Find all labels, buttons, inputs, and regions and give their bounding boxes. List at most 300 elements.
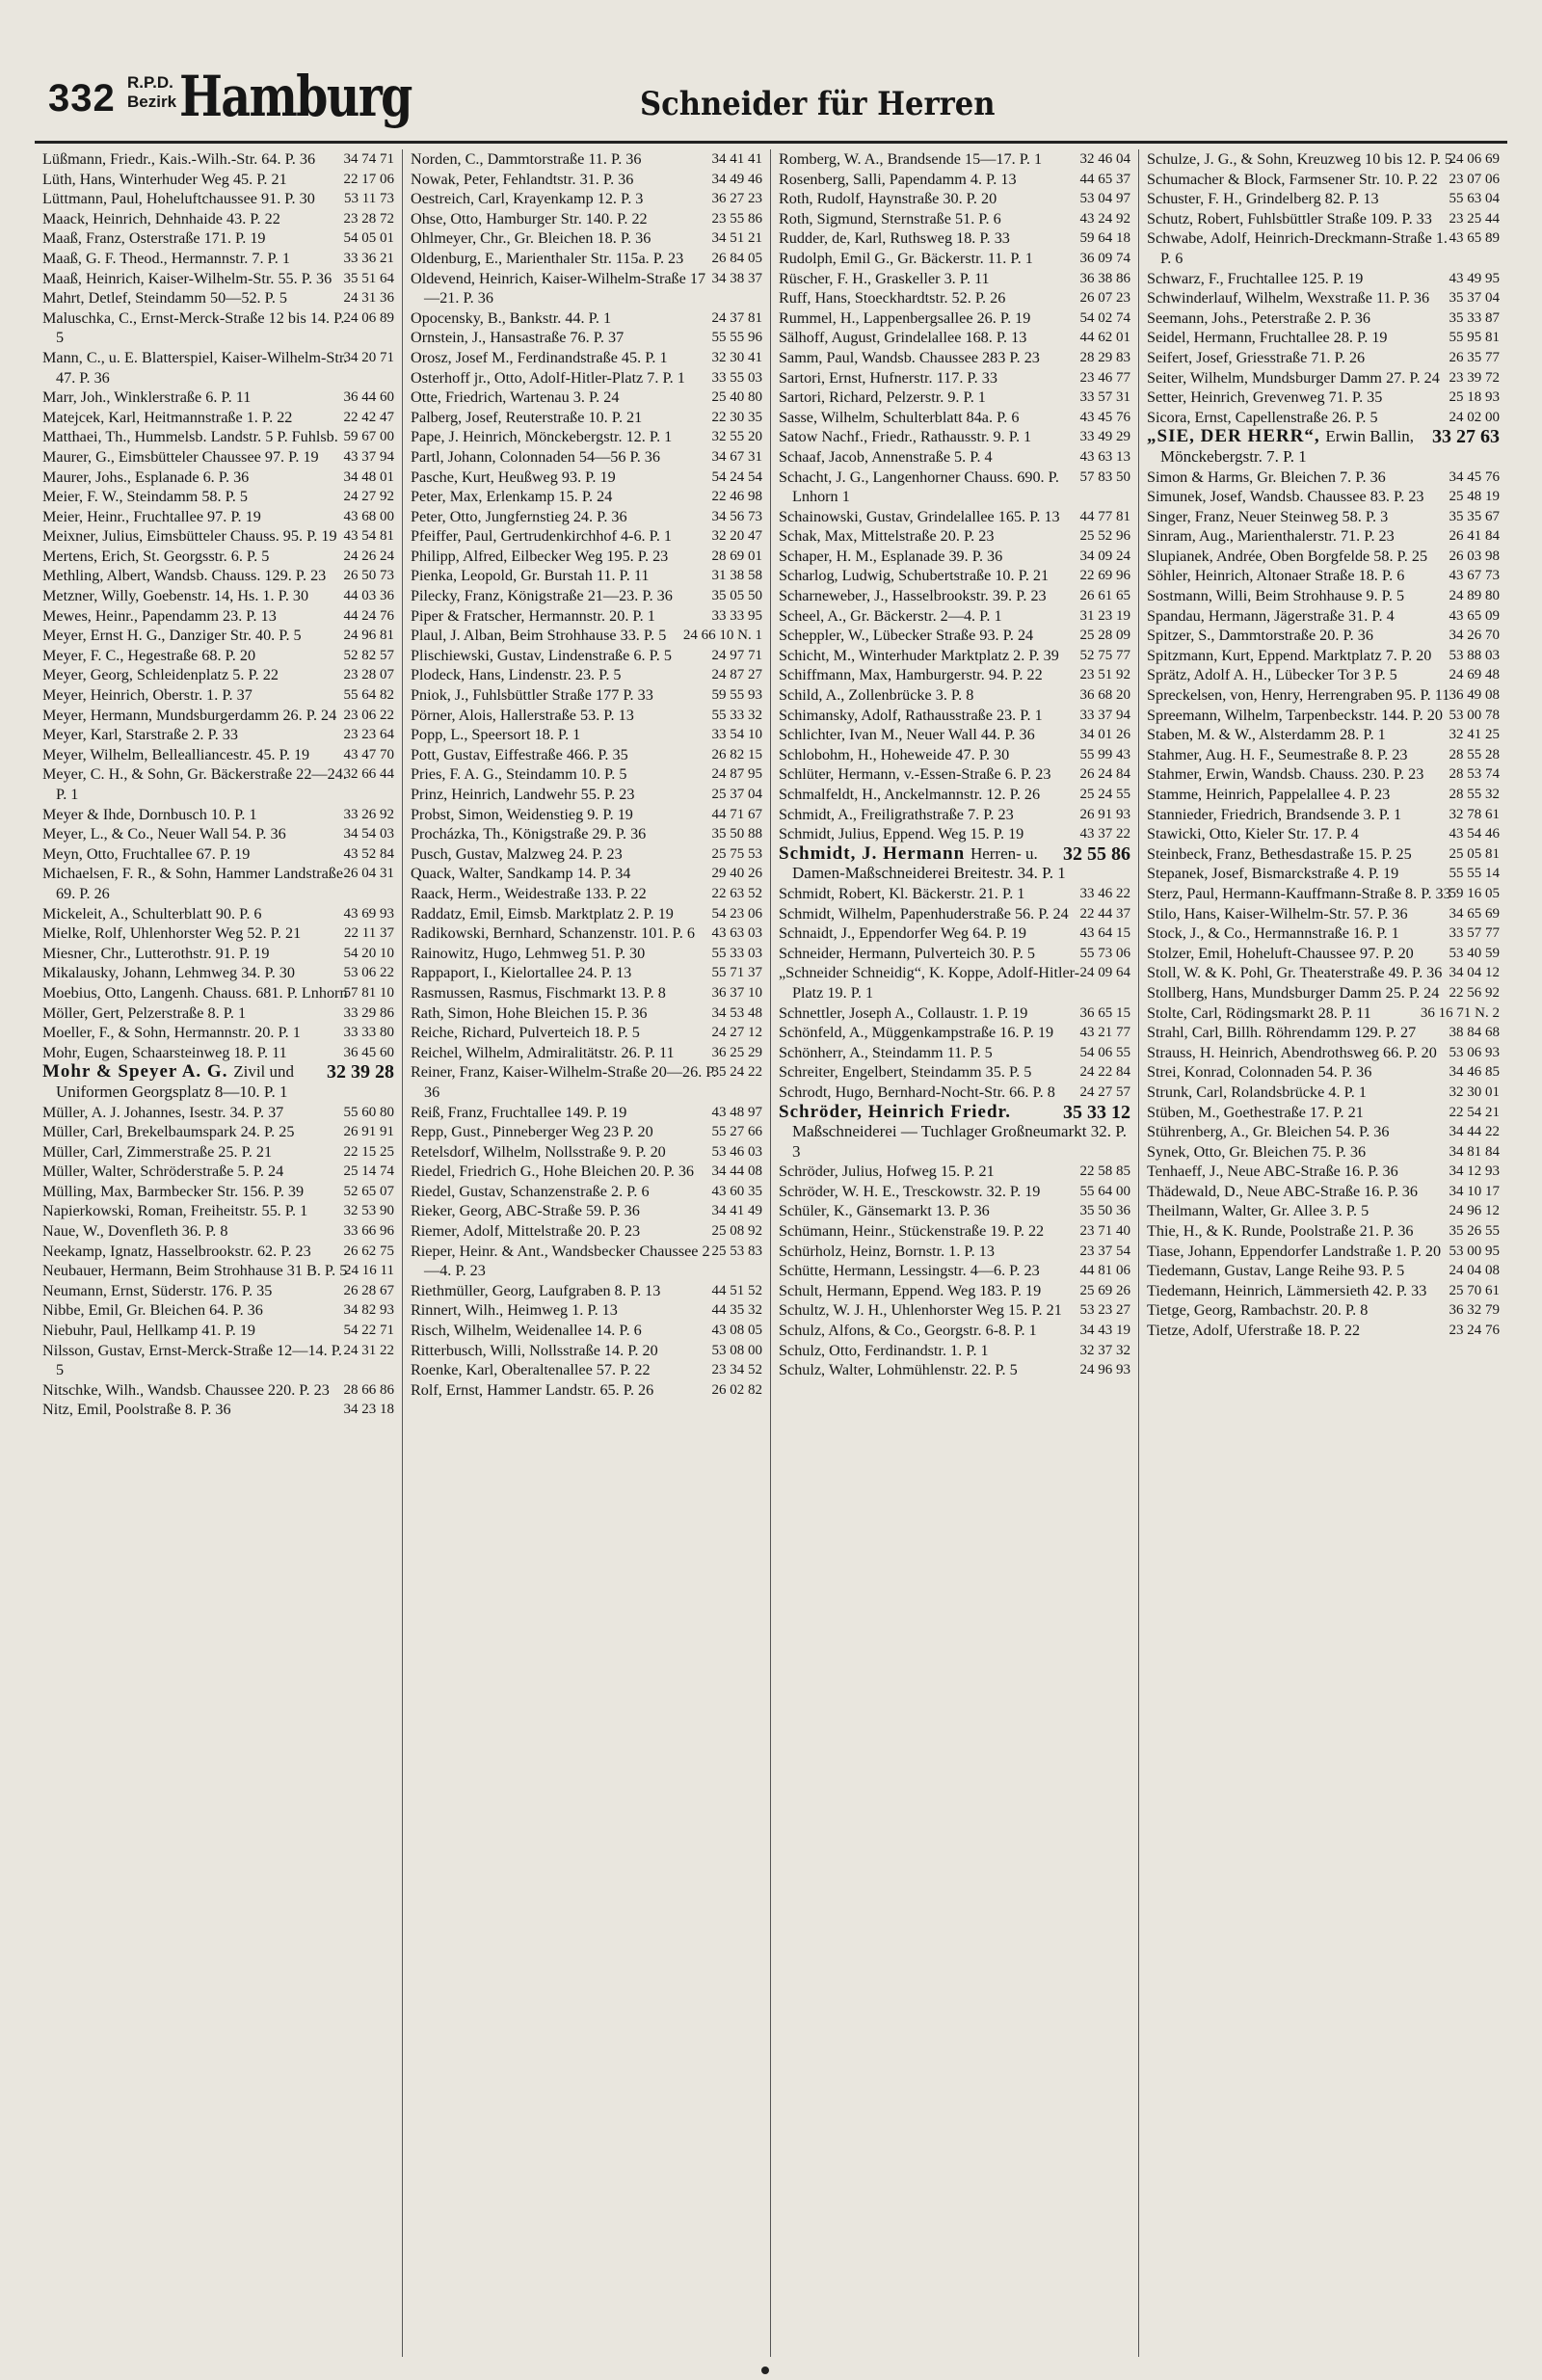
directory-entry	[411, 566, 762, 586]
phone-number: 32 20 47	[711, 528, 762, 545]
directory-entry	[42, 249, 394, 269]
directory-entry	[42, 447, 394, 468]
directory-entry	[411, 1201, 762, 1221]
entry-text: Meyer, Wilhelm, Bellealliancestr. 45. P. 19	[42, 745, 310, 763]
directory-entry	[1147, 189, 1500, 209]
entry-text: Schwinderlauf, Wilhelm, Wexstraße 11. P. 36	[1147, 289, 1430, 308]
phone-number: 43 49 95	[1449, 270, 1500, 286]
entry-text: Sostmann, Willi, Beim Strohhause 9. P. 5	[1147, 587, 1405, 605]
directory-entry	[1147, 547, 1500, 567]
directory-entry	[411, 785, 762, 805]
city-title: Hamburg	[179, 64, 412, 129]
entry-text: Niebuhr, Paul, Hellkamp 41. P. 19	[42, 1322, 256, 1340]
phone-number: 26 02 82	[711, 1381, 762, 1398]
phone-number: 33 29 86	[343, 1004, 394, 1021]
directory-entry	[779, 665, 1130, 685]
directory-entry	[1147, 288, 1500, 308]
entry-text: Spitzmann, Kurt, Eppend. Marktplatz 7. P. 20	[1147, 646, 1432, 664]
entry-text: Erwin Ballin, Mönckebergstr. 7. P. 1	[1160, 427, 1415, 466]
entry-text: Ritterbusch, Willi, Nollsstraße 14. P. 20	[411, 1341, 658, 1359]
directory-entry	[411, 170, 762, 190]
phone-number: 35 37 04	[1449, 290, 1500, 307]
directory-entry	[42, 586, 394, 606]
entry-text: Tenhaeff, J., Neue ABC-Straße 16. P. 36	[1147, 1163, 1398, 1181]
directory-entry	[42, 1321, 394, 1341]
phone-number: 33 33 80	[343, 1025, 394, 1041]
phone-number: 23 71 40	[1079, 1223, 1130, 1240]
entry-text: Napierkowski, Roman, Freiheitstr. 55. P. 1	[42, 1202, 308, 1220]
entry-text: Schmidt, A., Freiligrathstraße 7. P. 23	[779, 805, 1014, 823]
directory-entry	[42, 348, 394, 388]
phone-number: 31 23 19	[1079, 607, 1130, 624]
directory-entry	[1147, 1261, 1500, 1281]
phone-number: 54 23 06	[711, 905, 762, 922]
phone-number: 23 07 06	[1449, 171, 1500, 187]
phone-number: 53 08 00	[711, 1342, 762, 1358]
phone-number: 34 82 93	[343, 1302, 394, 1319]
phone-number: 22 54 21	[1449, 1104, 1500, 1120]
entry-text: Oestreich, Carl, Krayenkamp 12. P. 3	[411, 190, 644, 208]
directory-entry	[779, 1360, 1130, 1380]
entry-text: Thie, H., & K. Runde, Poolstraße 21. P. 36	[1147, 1222, 1414, 1241]
entry-text: Rieker, Georg, ABC-Straße 59. P. 36	[411, 1202, 640, 1220]
business-name: „SIE, DER HERR“,	[1147, 426, 1326, 447]
entry-text: Meyer, Hermann, Mundsburgerdamm 26. P. 24	[42, 706, 337, 724]
phone-number: 44 77 81	[1079, 508, 1130, 524]
phone-number: 36 16 71 N. 2	[1420, 1004, 1500, 1021]
entry-text: Naue, W., Dovenfleth 36. P. 8	[42, 1222, 228, 1241]
directory-entry	[1147, 170, 1500, 190]
phone-number: 26 28 67	[343, 1282, 394, 1298]
directory-entry	[1147, 269, 1500, 289]
column-3	[771, 149, 1139, 2357]
directory-entry	[42, 1400, 394, 1420]
phone-number: 25 05 81	[1449, 845, 1500, 862]
entry-text: Meyer, Karl, Starstraße 2. P. 33	[42, 726, 238, 744]
directory-entry	[779, 408, 1130, 428]
phone-number: 34 51 21	[711, 230, 762, 247]
directory-entry	[779, 1281, 1130, 1301]
directory-entry	[779, 944, 1130, 964]
directory-entry	[779, 308, 1130, 329]
phone-number: 23 55 86	[711, 210, 762, 227]
directory-entry	[1147, 1122, 1500, 1142]
phone-number: 24 27 12	[711, 1025, 762, 1041]
entry-text: Rinnert, Wilh., Heimweg 1. P. 13	[411, 1301, 618, 1320]
phone-number: 33 26 92	[343, 806, 394, 822]
phone-number: 35 35 67	[1449, 508, 1500, 524]
entry-text: Müller, A. J. Johannes, Isestr. 34. P. 37	[42, 1103, 284, 1121]
phone-number: 36 65 15	[1079, 1004, 1130, 1021]
directory-entry	[1147, 685, 1500, 706]
entry-text: Partl, Johann, Colonnaden 54—56 P. 36	[411, 447, 660, 466]
phone-number: 43 47 70	[343, 746, 394, 762]
entry-text: Matthaei, Th., Hummelsb. Landstr. 5 P. Fuhlsb.	[42, 428, 338, 446]
directory-entry	[411, 904, 762, 924]
entry-text: Schreiter, Engelbert, Steindamm 35. P. 5	[779, 1063, 1032, 1082]
entry-text: Neumann, Ernst, Süderstr. 176. P. 35	[42, 1281, 273, 1299]
section-title: Schneider für Herren	[640, 85, 996, 123]
phone-number: 24 96 93	[1079, 1362, 1130, 1378]
entry-text: Prinz, Heinrich, Landwehr 55. P. 23	[411, 786, 635, 803]
entry-text: Samm, Paul, Wandsb. Chaussee 283 P. 23	[779, 348, 1040, 366]
directory-entry	[1147, 745, 1500, 765]
directory-entry	[42, 706, 394, 726]
entry-text: Risch, Wilhelm, Weidenallee 14. P. 6	[411, 1322, 642, 1340]
directory-entry	[1147, 209, 1500, 229]
phone-number: 28 53 74	[1449, 766, 1500, 783]
directory-entry	[411, 209, 762, 229]
directory-entry	[779, 1300, 1130, 1321]
phone-number: 43 69 93	[343, 905, 394, 922]
entry-text: Schmidt, Robert, Kl. Bäckerstr. 21. P. 1	[779, 884, 1025, 902]
phone-number: 33 46 22	[1079, 885, 1130, 901]
entry-text: Schnettler, Joseph A., Collaustr. 1. P. 19	[779, 1003, 1028, 1022]
phone-number: 55 55 96	[711, 330, 762, 346]
directory-entry	[411, 388, 762, 408]
directory-entry	[42, 944, 394, 964]
directory-entry	[1147, 646, 1500, 666]
phone-number: 53 40 59	[1449, 945, 1500, 961]
entry-text: Sälhoff, August, Grindelallee 168. P. 13	[779, 329, 1027, 347]
phone-number: 28 55 32	[1449, 787, 1500, 802]
entry-text: Pniok, J., Fuhlsbüttler Straße 177 P. 33	[411, 686, 653, 705]
phone-number: 24 31 22	[343, 1342, 394, 1358]
entry-text: Meixner, Julius, Eimsbütteler Chauss. 95. P. 19	[42, 527, 337, 546]
entry-text: Rüscher, F. H., Graskeller 3. P. 11	[779, 269, 990, 287]
directory-entry	[42, 288, 394, 308]
directory-entry	[1147, 884, 1500, 904]
directory-entry	[42, 1023, 394, 1043]
entry-text: Stoll, W. & K. Pohl, Gr. Theaterstraße 49. P. 36	[1147, 964, 1443, 982]
entry-text: Schrodt, Hugo, Bernhard-Nocht-Str. 66. P. 8	[779, 1083, 1055, 1101]
phone-number: 25 14 74	[343, 1163, 394, 1180]
entry-text: Maluschka, C., Ernst-Merck-Straße 12 bis 14. P. 5	[42, 308, 345, 347]
entry-text: Schümann, Heinr., Stückenstraße 19. P. 22	[779, 1222, 1045, 1241]
entry-text: Neekamp, Ignatz, Hasselbrookstr. 62. P. 23	[42, 1242, 311, 1260]
entry-text: Schaper, H. M., Esplanade 39. P. 36	[779, 547, 1003, 565]
phone-number: 36 27 23	[711, 191, 762, 207]
directory-entry	[411, 944, 762, 964]
directory-entry	[42, 1300, 394, 1321]
directory-entry	[411, 685, 762, 706]
entry-text: Stolzer, Emil, Hoheluft-Chaussee 97. P. 20	[1147, 944, 1414, 962]
phone-number: 24 06 89	[343, 309, 394, 326]
entry-text: Schulz, Alfons, & Co., Georgstr. 6-8. P. 1	[779, 1322, 1037, 1340]
entry-text: Orosz, Josef M., Ferdinandstraße 45. P. 1	[411, 348, 668, 366]
directory-entry	[1147, 348, 1500, 368]
directory-entry	[42, 1103, 394, 1123]
entry-text: Rasmussen, Rasmus, Fischmarkt 13. P. 8	[411, 983, 666, 1002]
phone-number: 43 54 81	[343, 528, 394, 545]
entry-text: Mickeleit, A., Schulterblatt 90. P. 6	[42, 904, 262, 923]
phone-number: 35 51 64	[343, 270, 394, 286]
phone-number: 36 32 79	[1449, 1302, 1500, 1319]
entry-text: Mahrt, Detlef, Steindamm 50—52. P. 5	[42, 289, 288, 308]
directory-entry	[779, 764, 1130, 785]
phone-number: 32 30 01	[1449, 1083, 1500, 1100]
phone-number: 26 35 77	[1449, 349, 1500, 365]
directory-entry	[1147, 785, 1500, 805]
phone-number: 22 63 52	[711, 885, 762, 901]
entry-text: Tiedemann, Gustav, Lange Reihe 93. P. 5	[1147, 1262, 1405, 1280]
phone-number: 24 27 92	[343, 489, 394, 505]
entry-text: Sasse, Wilhelm, Schulterblatt 84a. P. 6	[779, 408, 1020, 426]
directory-entry	[779, 328, 1130, 348]
entry-text: Tiase, Johann, Eppendorfer Landstraße 1. P. 20	[1147, 1242, 1442, 1260]
printer-mark	[761, 2367, 769, 2374]
directory-entry	[411, 1043, 762, 1063]
directory-entry	[779, 1103, 1130, 1163]
phone-number: 53 00 78	[1449, 707, 1500, 723]
entry-text: Schröder, W. H. E., Tresckowstr. 32. P. 19	[779, 1182, 1041, 1200]
entry-text: Rieper, Heinr. & Ant., Wandsbecker Chaussee 2—4. P. 23	[411, 1242, 710, 1280]
phone-number: 24 16 11	[344, 1263, 394, 1279]
entry-text: Rummel, H., Lappenbergsallee 26. P. 19	[779, 308, 1031, 327]
entry-text: Maaß, Heinrich, Kaiser-Wilhelm-Str. 55. P. 36	[42, 269, 332, 287]
entry-text: Schaaf, Jacob, Annenstraße 5. P. 4	[779, 447, 993, 466]
entry-text: Lüttmann, Paul, Hoheluftchaussee 91. P. 30	[42, 190, 315, 208]
directory-entry	[1147, 606, 1500, 627]
directory-entry	[411, 646, 762, 666]
phone-number: 24 87 95	[711, 766, 762, 783]
entry-text: Lüßmann, Friedr., Kais.-Wilh.-Str. 64. P. 36	[42, 150, 316, 168]
entry-text: Strunk, Carl, Rolandsbrücke 4. P. 1	[1147, 1083, 1367, 1101]
directory-entry	[411, 547, 762, 567]
phone-number: 54 05 01	[343, 230, 394, 247]
phone-number: 36 38 86	[1079, 270, 1130, 286]
directory-entry	[411, 149, 762, 170]
directory-entry	[1147, 963, 1500, 983]
phone-number: 55 99 43	[1079, 746, 1130, 762]
phone-number: 25 28 09	[1079, 628, 1130, 644]
entry-text: Oldenburg, E., Marienthaler Str. 115a. P. 23	[411, 249, 684, 267]
directory-entry	[42, 824, 394, 844]
entry-text: Mertens, Erich, St. Georgsstr. 6. P. 5	[42, 547, 270, 565]
phone-number: 26 62 75	[343, 1243, 394, 1259]
entry-text: Satow Nachf., Friedr., Rathausstr. 9. P. 1	[779, 428, 1032, 446]
phone-number: 43 37 94	[343, 448, 394, 465]
entry-text: Schulz, Otto, Ferdinandstr. 1. P. 1	[779, 1341, 989, 1359]
directory-entry	[1147, 1062, 1500, 1083]
phone-number: 54 22 71	[343, 1323, 394, 1339]
phone-number: 32 30 41	[711, 349, 762, 365]
entry-text: Simunek, Josef, Wandsb. Chaussee 83. P. 23	[1147, 488, 1424, 506]
entry-text: Schulze, J. G., & Sohn, Kreuzweg 10 bis 12. P. 5	[1147, 150, 1452, 168]
directory-entry	[411, 368, 762, 388]
phone-number: 43 68 00	[343, 508, 394, 524]
phone-number: 33 33 95	[711, 607, 762, 624]
directory-entry	[411, 1182, 762, 1202]
directory-entry	[411, 1281, 762, 1301]
entry-text: Möller, Gert, Pelzerstraße 8. P. 1	[42, 1003, 247, 1022]
district-label	[127, 73, 176, 112]
entry-text: Opocensky, B., Bankstr. 44. P. 1	[411, 308, 612, 327]
phone-number: 32 53 90	[343, 1203, 394, 1219]
phone-number: 23 06 22	[343, 707, 394, 723]
phone-number: 25 24 55	[1079, 787, 1130, 802]
entry-text: Rappaport, I., Kielortallee 24. P. 13	[411, 964, 632, 982]
directory-entry	[779, 249, 1130, 269]
phone-number: 24 09 64	[1079, 965, 1130, 981]
phone-number: 44 35 32	[711, 1302, 762, 1319]
phone-number: 44 62 01	[1079, 330, 1130, 346]
directory-entry	[42, 170, 394, 190]
entry-text: Schütte, Hermann, Lessingstr. 4—6. P. 23	[779, 1262, 1040, 1280]
phone-number: 35 50 88	[711, 826, 762, 842]
directory-entry	[42, 626, 394, 646]
entry-text: Pienka, Leopold, Gr. Burstah 11. P. 11	[411, 567, 650, 585]
phone-number: 24 02 00	[1449, 409, 1500, 425]
entry-text: Philipp, Alfred, Eilbecker Weg 195. P. 23	[411, 547, 669, 565]
phone-number: 36 37 10	[711, 984, 762, 1001]
directory-entry	[411, 586, 762, 606]
entry-text: Setter, Heinrich, Grevenweg 71. P. 35	[1147, 388, 1383, 407]
entry-text: Neubauer, Hermann, Beim Strohhause 31 B. P. 5	[42, 1262, 348, 1280]
phone-number: 26 91 93	[1079, 806, 1130, 822]
entry-text: Schumacher & Block, Farmsener Str. 10. P. 22	[1147, 170, 1438, 188]
entry-text: Schmalfeldt, H., Anckelmannstr. 12. P. 26	[779, 786, 1041, 803]
phone-number: 34 81 84	[1449, 1143, 1500, 1160]
business-name: Schröder, Heinrich Friedr.	[779, 1101, 1011, 1122]
directory-entry	[1147, 844, 1500, 865]
entry-text: Stüben, M., Goethestraße 17. P. 21	[1147, 1103, 1364, 1121]
directory-entry	[779, 368, 1130, 388]
entry-text: Lüth, Hans, Winterhuder Weg 45. P. 21	[42, 170, 287, 188]
entry-text: Tiedemann, Heinrich, Lämmersieth 42. P. 33	[1147, 1281, 1427, 1299]
entry-text: Spandau, Hermann, Jägerstraße 31. P. 4	[1147, 606, 1395, 625]
directory-entry	[1147, 626, 1500, 646]
entry-text: Radikowski, Bernhard, Schanzenstr. 101. P. 6	[411, 924, 695, 943]
directory-entry	[411, 249, 762, 269]
phone-number: 34 23 18	[343, 1402, 394, 1418]
entry-text: Mann, C., u. E. Blatterspiel, Kaiser-Wilhelm-Str. 47. P. 36	[42, 348, 348, 387]
phone-number: 24 96 81	[343, 628, 394, 644]
entry-text: Meyer, Ernst H. G., Danziger Str. 40. P. 5	[42, 627, 302, 645]
directory-entry	[411, 1003, 762, 1024]
phone-number: 26 41 84	[1449, 528, 1500, 545]
entry-text: Retelsdorf, Wilhelm, Nollsstraße 9. P. 20	[411, 1142, 666, 1161]
directory-entry	[42, 805, 394, 825]
phone-number: 59 16 05	[1449, 885, 1500, 901]
directory-entry	[42, 388, 394, 408]
phone-number: 32 55 20	[711, 429, 762, 445]
phone-number: 43 54 46	[1449, 826, 1500, 842]
entry-text: Sprätz, Adolf A. H., Lübecker Tor 3 P. 5	[1147, 666, 1397, 684]
entry-text: Nowak, Peter, Fehlandtstr. 31. P. 36	[411, 170, 634, 188]
entry-text: Moeller, F., & Sohn, Hermannstr. 20. P. 1	[42, 1024, 301, 1042]
phone-number: 52 65 07	[343, 1183, 394, 1199]
phone-number: 25 53 83	[711, 1243, 762, 1259]
phone-number: 22 30 35	[711, 409, 762, 425]
phone-number: 36 25 29	[711, 1044, 762, 1060]
directory-entry	[1147, 1162, 1500, 1182]
directory-entry	[1147, 1103, 1500, 1123]
entry-text: Roth, Rudolf, Haynstraße 30. P. 20	[779, 190, 997, 208]
phone-number: 25 69 26	[1079, 1282, 1130, 1298]
directory-entry	[779, 586, 1130, 606]
phone-number: 22 17 06	[343, 171, 394, 187]
entry-text: Seemann, Johs., Peterstraße 2. P. 36	[1147, 308, 1370, 327]
entry-text: Riemer, Adolf, Mittelstraße 20. P. 23	[411, 1222, 641, 1241]
phone-number: 32 46 04	[1079, 151, 1130, 167]
directory-entry	[779, 427, 1130, 447]
phone-number: 53 04 97	[1079, 191, 1130, 207]
directory-entry	[779, 606, 1130, 627]
directory-entry	[779, 785, 1130, 805]
directory-entry	[411, 468, 762, 488]
phone-number: 26 03 98	[1449, 548, 1500, 564]
directory-entry	[42, 606, 394, 627]
directory-entry	[42, 308, 394, 348]
directory-entry	[411, 626, 762, 646]
phone-number: 43 48 97	[711, 1104, 762, 1120]
entry-text: Probst, Simon, Weidenstieg 9. P. 19	[411, 805, 633, 823]
entry-text: Schwabe, Adolf, Heinrich-Dreckmann-Straße 1. P. 6	[1147, 229, 1448, 267]
directory-entry	[1147, 864, 1500, 884]
phone-number: 55 64 82	[343, 687, 394, 704]
phone-number: 34 44 08	[711, 1163, 762, 1180]
directory-entry	[779, 923, 1130, 944]
directory-entry	[1147, 1221, 1500, 1242]
phone-number: 32 55 86	[1063, 842, 1130, 865]
directory-entry	[411, 923, 762, 944]
entry-text: Synek, Otto, Gr. Bleichen 75. P. 36	[1147, 1142, 1367, 1161]
phone-number: 24 37 81	[711, 309, 762, 326]
phone-number: 53 06 93	[1449, 1044, 1500, 1060]
phone-number: 34 12 93	[1449, 1163, 1500, 1180]
phone-number: 35 50 36	[1079, 1203, 1130, 1219]
entry-text: Seifert, Josef, Griesstraße 71. P. 26	[1147, 348, 1366, 366]
phone-number: 22 56 92	[1449, 984, 1500, 1001]
entry-text: Stahmer, Erwin, Wandsb. Chauss. 230. P. 23	[1147, 765, 1424, 784]
phone-number: 26 61 65	[1079, 588, 1130, 604]
phone-number: 43 64 15	[1079, 925, 1130, 942]
directory-entry	[411, 764, 762, 785]
entry-text: Ruff, Hans, Stoeckhardtstr. 52. P. 26	[779, 289, 1006, 308]
directory-entry	[411, 1142, 762, 1163]
entry-text: Rudolph, Emil G., Gr. Bäckerstr. 11. P. 1	[779, 249, 1033, 267]
directory-entry	[779, 170, 1130, 190]
business-name: Schmidt, J. Hermann	[779, 842, 970, 864]
directory-entry	[42, 983, 394, 1003]
entry-text: Sartori, Ernst, Hufnerstr. 117. P. 33	[779, 368, 997, 387]
phone-number: 59 67 00	[343, 429, 394, 445]
entry-text: Plischiewski, Gustav, Lindenstraße 6. P. 5	[411, 646, 672, 664]
directory-entry	[42, 1142, 394, 1163]
entry-text: Piper & Fratscher, Hermannstr. 20. P. 1	[411, 606, 655, 625]
entry-text: Raack, Herm., Weidestraße 133. P. 22	[411, 884, 647, 902]
entry-text: Ornstein, J., Hansastraße 76. P. 37	[411, 329, 625, 347]
entry-text: Pasche, Kurt, Heußweg 93. P. 19	[411, 468, 616, 486]
phone-number: 29 40 26	[711, 866, 762, 882]
entry-text: Mewes, Heinr., Papendamm 23. P. 13	[42, 606, 277, 625]
directory-entry	[1147, 427, 1500, 467]
entry-text: Maurer, G., Eimsbütteler Chaussee 97. P. 19	[42, 447, 319, 466]
phone-number: 53 00 95	[1449, 1243, 1500, 1259]
directory-entry	[42, 665, 394, 685]
phone-number: 55 27 66	[711, 1124, 762, 1140]
directory-entry	[1147, 923, 1500, 944]
entry-text: Popp, L., Speersort 18. P. 1	[411, 726, 581, 744]
directory-entry	[779, 844, 1130, 884]
directory-entry	[411, 725, 762, 745]
directory-entry	[411, 487, 762, 507]
phone-number: 55 95 81	[1449, 330, 1500, 346]
directory-entry	[779, 547, 1130, 567]
phone-number: 34 41 49	[711, 1203, 762, 1219]
entry-text: Meier, F. W., Steindamm 58. P. 5	[42, 488, 248, 506]
